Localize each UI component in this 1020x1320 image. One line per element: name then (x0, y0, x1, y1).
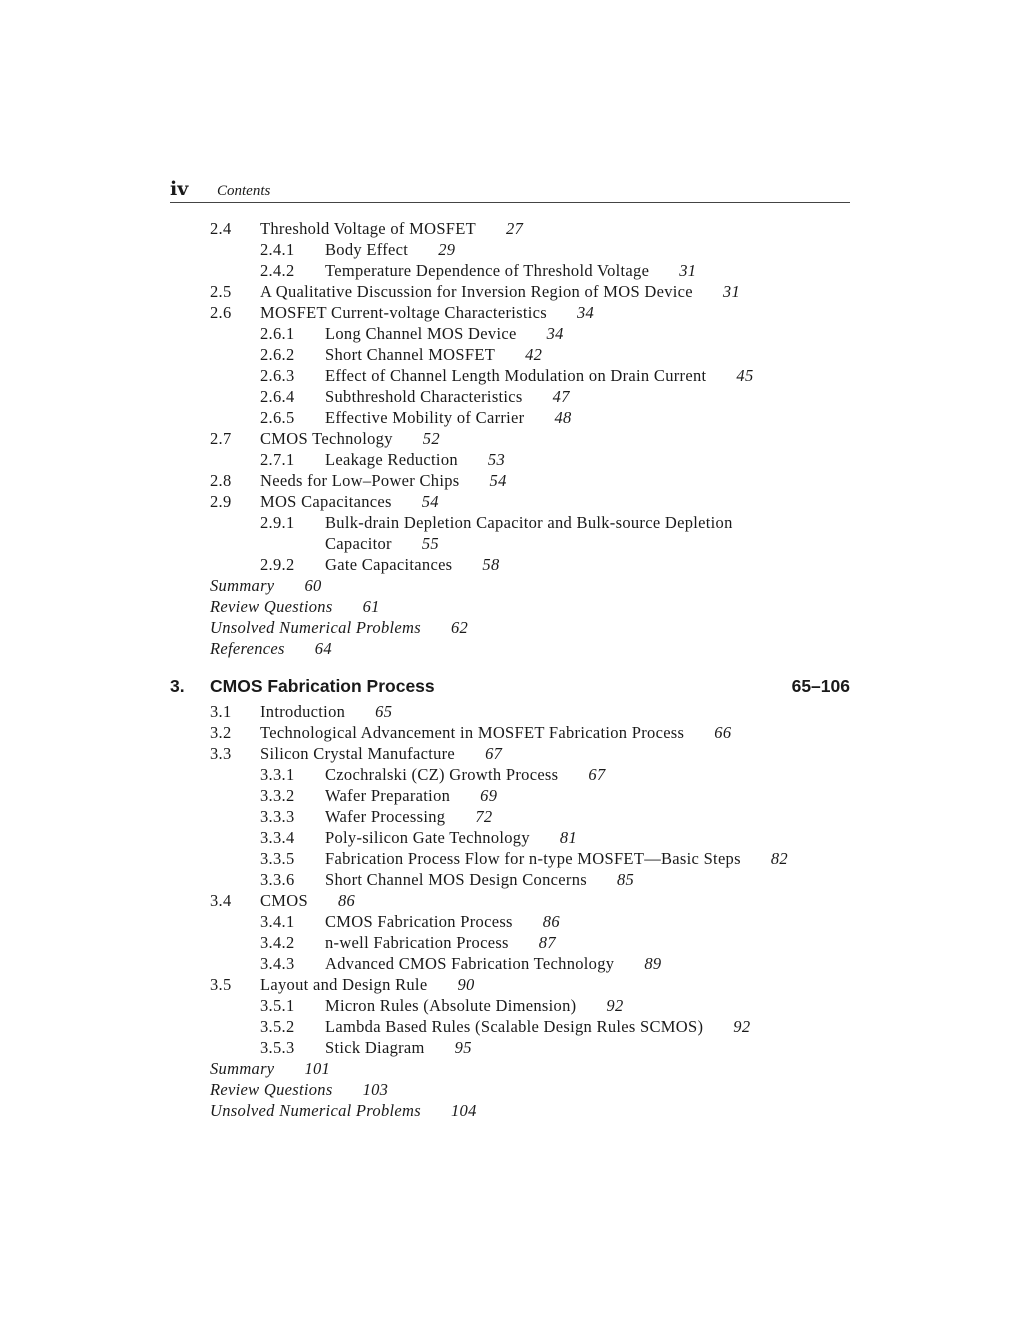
entry-number: 3.5 (210, 975, 232, 994)
entry-title: MOSFET Current-voltage Characteristics (260, 303, 547, 322)
entry-page-number: 67 (588, 765, 606, 784)
toc-entry[interactable] (210, 596, 380, 617)
entry-title: MOS Capacitances (260, 492, 392, 511)
entry-page-number: 90 (457, 975, 475, 994)
entry-number: 2.8 (210, 471, 232, 490)
toc-entry[interactable] (260, 785, 497, 806)
entry-title: A Qualitative Discussion for Inversion Region of MOS Device (260, 282, 693, 301)
entry-number: 2.9.1 (260, 513, 295, 532)
entry-page-number: 65 (375, 702, 393, 721)
entry-title: Lambda Based Rules (Scalable Design Rules SCMOS) (325, 1017, 704, 1036)
toc-entry[interactable] (260, 764, 606, 785)
entry-number: 2.6.3 (260, 366, 295, 385)
toc-entry[interactable] (260, 554, 500, 575)
entry-title: Bulk-drain Depletion Capacitor and Bulk-source Depletion (325, 513, 733, 532)
entry-title: Short Channel MOSFET (325, 345, 496, 364)
toc-entry[interactable] (260, 449, 505, 470)
toc-entry[interactable] (210, 1100, 477, 1121)
entry-title: Body Effect (325, 240, 409, 259)
toc-entry[interactable] (210, 428, 440, 449)
chapter-title: CMOS Fabrication Process (210, 676, 435, 696)
entry-title: Summary (210, 576, 275, 595)
entry-title: Leakage Reduction (325, 450, 458, 469)
entry-page-number: 34 (576, 303, 595, 322)
toc-entry[interactable] (210, 575, 322, 596)
entry-title: Wafer Preparation (325, 786, 451, 805)
running-head: Contents (217, 183, 271, 199)
entry-title: Silicon Crystal Manufacture (260, 744, 456, 763)
entry-number: 2.4.2 (260, 261, 295, 280)
entry-page-number: 34 (546, 324, 564, 343)
entry-page-number: 61 (362, 597, 380, 616)
entry-page-number: 66 (714, 723, 732, 742)
entry-title: Effective Mobility of Carrier (325, 408, 525, 427)
entry-page-number: 62 (450, 618, 469, 637)
entry-page-number: 55 (421, 534, 439, 553)
page-number: iv (170, 178, 189, 200)
chapter-page-range: 65–106 (791, 676, 850, 696)
entry-number: 2.4.1 (260, 240, 295, 259)
entry-page-number: 86 (337, 891, 356, 910)
toc-entry[interactable] (260, 911, 560, 932)
entry-title: References (210, 639, 285, 658)
entry-page-number: 69 (480, 786, 498, 805)
entry-page-number: 67 (485, 744, 503, 763)
entry-title: Needs for Low–Power Chips (260, 471, 460, 490)
entry-page-number: 95 (454, 1038, 472, 1057)
entry-number: 2.4 (210, 219, 232, 238)
toc-entry[interactable] (210, 743, 502, 764)
entry-page-number: 85 (616, 870, 635, 889)
toc-entry[interactable] (260, 806, 492, 827)
entry-title: Wafer Processing (325, 807, 446, 826)
toc-entry[interactable] (210, 1079, 388, 1100)
entry-number: 3.5.2 (260, 1017, 295, 1036)
entry-number: 2.6.5 (260, 408, 295, 427)
entry-title: Layout and Design Rule (260, 975, 428, 994)
entry-number: 2.7.1 (260, 450, 295, 469)
entry-number: 2.5 (210, 282, 232, 301)
entry-title: Poly-silicon Gate Technology (325, 828, 530, 847)
entry-number: 3.3.3 (260, 807, 295, 826)
toc-entry[interactable] (260, 512, 733, 533)
entry-number: 3.2 (210, 723, 232, 742)
entry-number: 3.3 (210, 744, 232, 763)
toc-entry[interactable] (260, 932, 556, 953)
entry-page-number: 29 (438, 240, 456, 259)
entry-title: n-well Fabrication Process (325, 933, 509, 952)
toc-entry[interactable] (325, 533, 439, 554)
entry-page-number: 52 (422, 429, 440, 448)
entry-title: Summary (210, 1059, 275, 1078)
entry-title: Micron Rules (Absolute Dimension) (325, 996, 577, 1015)
entry-title: Fabrication Process Flow for n-type MOSFET—Basic Steps (325, 849, 741, 868)
toc-entry[interactable] (260, 344, 542, 365)
entry-page-number: 58 (482, 555, 500, 574)
toc-entry[interactable] (260, 1037, 472, 1058)
entry-page-number: 60 (304, 576, 322, 595)
entry-page-number: 89 (644, 954, 662, 973)
entry-title: Stick Diagram (325, 1038, 425, 1057)
entry-number: 3.4.2 (260, 933, 295, 952)
entry-title: Threshold Voltage of MOSFET (260, 219, 477, 238)
entry-page-number: 31 (722, 282, 740, 301)
toc-entry[interactable] (210, 701, 392, 722)
entry-title: CMOS Fabrication Process (325, 912, 513, 931)
toc-entry[interactable] (210, 638, 332, 659)
toc-entry[interactable] (210, 974, 475, 995)
page-header (170, 176, 850, 203)
toc-entry[interactable] (210, 1058, 330, 1079)
toc-entry[interactable] (260, 239, 455, 260)
entry-page-number: 103 (362, 1080, 389, 1099)
entry-number: 3.3.5 (260, 849, 295, 868)
entry-title: Gate Capacitances (325, 555, 453, 574)
entry-number: 3.1 (210, 702, 232, 721)
toc-entry[interactable] (210, 890, 355, 911)
entry-number: 3.3.6 (260, 870, 295, 889)
entry-page-number: 81 (559, 828, 578, 847)
entry-number: 2.6.4 (260, 387, 295, 406)
entry-number: 2.9.2 (260, 555, 295, 574)
entry-title: CMOS (260, 891, 308, 910)
entry-page-number: 54 (421, 492, 439, 511)
entry-title: Unsolved Numerical Problems (210, 618, 421, 637)
toc-entry[interactable] (260, 1016, 750, 1037)
entry-title: Subthreshold Characteristics (325, 387, 523, 406)
entry-page-number: 92 (606, 996, 624, 1015)
entry-title: Capacitor (325, 534, 392, 553)
toc-entry[interactable] (260, 869, 634, 890)
entry-number: 3.4 (210, 891, 232, 910)
entry-page-number: 86 (542, 912, 560, 931)
entry-title: Unsolved Numerical Problems (210, 1101, 421, 1120)
entry-number: 3.3.1 (260, 765, 295, 784)
toc-entry[interactable] (210, 302, 594, 323)
entry-title: Advanced CMOS Fabrication Technology (325, 954, 615, 973)
entry-number: 2.9 (210, 492, 232, 511)
entry-page-number: 54 (489, 471, 507, 490)
toc-entry[interactable] (210, 281, 740, 302)
entry-page-number: 101 (304, 1059, 331, 1078)
entry-number: 3.3.4 (260, 828, 295, 847)
entry-page-number: 27 (506, 219, 524, 238)
entry-title: Long Channel MOS Device (325, 324, 517, 343)
chapter-number: 3. (170, 676, 185, 696)
entry-title: Short Channel MOS Design Concerns (325, 870, 587, 889)
entry-number: 3.5.1 (260, 996, 295, 1015)
toc-entry[interactable] (260, 260, 696, 281)
entry-page-number: 64 (314, 639, 332, 658)
entry-title: Review Questions (210, 1080, 333, 1099)
entry-title: Effect of Channel Length Modulation on Drain Current (325, 366, 707, 385)
chapter-heading[interactable] (170, 675, 850, 697)
toc-entry[interactable] (260, 848, 788, 869)
entry-title: Czochralski (CZ) Growth Process (325, 765, 559, 784)
entry-page-number: 42 (525, 345, 543, 364)
entry-page-number: 72 (475, 807, 493, 826)
entry-number: 3.3.2 (260, 786, 295, 805)
entry-title: Temperature Dependence of Threshold Voltage (325, 261, 650, 280)
entry-page-number: 82 (770, 849, 788, 868)
entry-page-number: 47 (552, 387, 570, 406)
toc-entry[interactable] (210, 491, 439, 512)
entry-page-number: 92 (733, 1017, 751, 1036)
entry-page-number: 45 (736, 366, 754, 385)
entry-number: 2.6 (210, 303, 232, 322)
entry-number: 3.5.3 (260, 1038, 295, 1057)
toc-entry[interactable] (260, 953, 661, 974)
entry-title: Review Questions (210, 597, 333, 616)
entry-number: 2.7 (210, 429, 232, 448)
toc-entry[interactable] (210, 617, 468, 638)
toc-entry[interactable] (210, 218, 523, 239)
entry-number: 3.4.1 (260, 912, 295, 931)
toc-entry[interactable] (260, 365, 754, 386)
toc-entry[interactable] (260, 407, 572, 428)
entry-page-number: 31 (679, 261, 697, 280)
entry-page-number: 87 (538, 933, 556, 952)
toc-entry[interactable] (260, 386, 570, 407)
entry-title: Technological Advancement in MOSFET Fabrication Process (260, 723, 685, 742)
toc-entry[interactable] (260, 827, 577, 848)
entry-title: CMOS Technology (260, 429, 393, 448)
entry-number: 2.6.2 (260, 345, 295, 364)
entry-number: 2.6.1 (260, 324, 295, 343)
entry-number: 3.4.3 (260, 954, 295, 973)
entry-page-number: 53 (487, 450, 506, 469)
toc-entry[interactable] (260, 995, 624, 1016)
toc-entry[interactable] (210, 722, 731, 743)
entry-title: Introduction (260, 702, 346, 721)
entry-page-number: 104 (450, 1101, 477, 1120)
toc-entry[interactable] (260, 323, 564, 344)
toc-entry[interactable] (210, 470, 507, 491)
entry-page-number: 48 (554, 408, 572, 427)
